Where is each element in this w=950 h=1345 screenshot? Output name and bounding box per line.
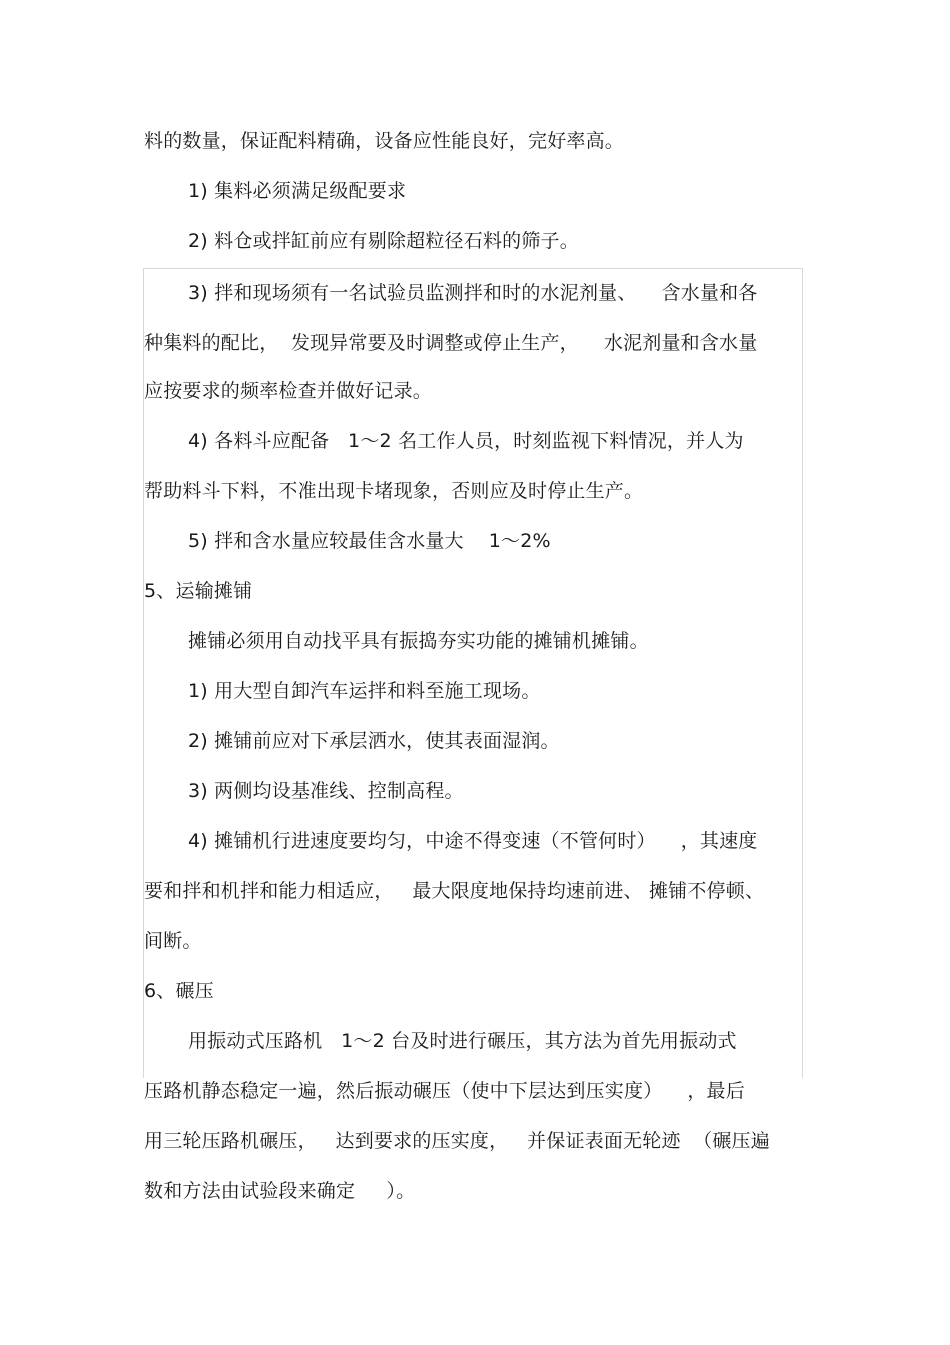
text-line-5: 种集料的配比， 发现异常要及时调整或停止生产， 水泥剂量和含水量 [144,332,758,354]
text-line-2: 1) 集料必须满足级配要求 [188,180,407,202]
text-line-13: 2) 摊铺前应对下承层洒水，使其表面湿润。 [188,730,560,752]
text-line-8: 帮助料斗下料，不准出现卡堵现象，否则应及时停止生产。 [144,480,644,502]
section-heading-6: 6、碾压 [144,980,214,1002]
text-line-14: 3) 两侧均设基准线、控制高程。 [188,780,464,802]
text-line-20: 压路机静态稳定一遍，然后振动碾压（使中下层达到压实度） ，最后 [144,1080,745,1102]
text-line-9: 5) 拌和含水量应较最佳含水量大 1～2% [188,530,551,552]
text-line-12: 1) 用大型自卸汽车运拌和料至施工现场。 [188,680,541,702]
text-line-22: 数和方法由试验段来确定 ）。 [144,1180,416,1202]
text-line-7: 4) 各料斗应配备 1～2 名工作人员，时刻监视下料情况，并人为 [188,430,744,452]
text-line-4: 3) 拌和现场须有一名试验员监测拌和时的水泥剂量、 含水量和各 [188,282,758,304]
text-line-21: 用三轮压路机碾压， 达到要求的压实度， 并保证表面无轮迹 （碾压遍 [144,1130,770,1152]
text-line-1: 料的数量，保证配料精确，设备应性能良好，完好率高。 [144,130,625,152]
text-line-6: 应按要求的频率检查并做好记录。 [144,380,433,402]
text-line-17: 间断。 [144,930,202,952]
text-line-16: 要和拌和机拌和能力相适应， 最大限度地保持均速前进、 摊铺不停顿、 [144,880,765,902]
section-heading-5: 5、运输摊铺 [144,580,253,602]
text-line-3: 2) 料仓或拌缸前应有剔除超粒径石料的筛子。 [188,230,579,252]
text-line-11: 摊铺必须用自动找平具有振捣夯实功能的摊铺机摊铺。 [188,630,649,652]
text-line-15: 4) 摊铺机行进速度要均匀，中途不得变速（不管何时） ，其速度 [188,830,758,852]
text-line-19: 用振动式压路机 1～2 台及时进行碾压，其方法为首先用振动式 [188,1030,737,1052]
